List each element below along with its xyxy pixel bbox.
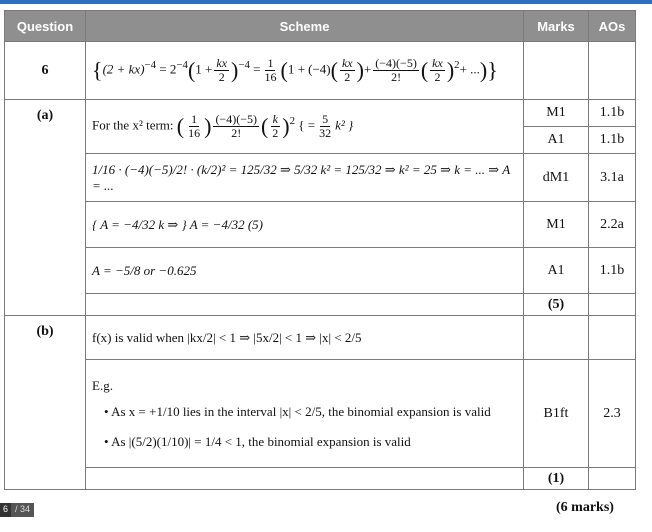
row-b-1 — [5, 316, 636, 360]
scheme-validity: f(x) is valid when |kx/2| < 1 ⇒ |5x/2| < 1 ⇒ |x| < 2/5 — [86, 316, 524, 360]
scheme-expansion: {$(2 + kx)^{-4} = 2^{-4}(1$ + $\frac{kx}{2}$ )$^{-4}$ = $\frac{1}{16}$ (1 + (−4)( $\frac{kx}{2}$ )+ $\frac{(-4)(-5)}{2!}$ ( $\frac{kx}{2}$ )$^2$+ ...)} — [86, 42, 524, 100]
ao-6: 2.3 — [589, 360, 636, 468]
header-question: Question — [5, 11, 86, 42]
aos-cell — [589, 42, 636, 100]
row-a-3 — [5, 154, 636, 202]
row-a-5 — [5, 248, 636, 294]
aos-empty-b — [589, 316, 636, 360]
row-a-total — [5, 294, 636, 316]
scheme-x2-term: For the x² term: ( $\frac{1}{16}$ ) $\frac{(-4)(-5)}{2!}$ ( $\frac{k}{2}$ )$^2$ { = $\frac{5}{32}$ k² } — [86, 100, 524, 154]
mark-scheme-table — [4, 10, 636, 490]
bullet-2: • As |(5/2)(1/10)| = 1/4 < 1, the binomial expansion is valid — [104, 433, 411, 449]
mark-dm1: dM1 — [524, 154, 589, 202]
mark-a1-b: A1 — [524, 248, 589, 294]
scheme-example — [86, 360, 524, 468]
total-pages: / 34 — [11, 503, 34, 517]
scheme-solve-k: 1/16 · (−4)(−5)/2! · (k/2)² = 125/32 ⇒ 5/32 k² = 125/32 ⇒ k² = 25 ⇒ k = ... ⇒ A = ... — [86, 154, 524, 202]
header-scheme: Scheme — [86, 11, 524, 42]
row-a-4 — [5, 202, 636, 248]
current-page: 6 — [0, 503, 11, 517]
ao-1: 1.1b — [589, 100, 636, 127]
mark-m1: M1 — [524, 100, 589, 127]
part-b-total: (1) — [524, 468, 589, 490]
ao-5: 1.1b — [589, 248, 636, 294]
header-aos: AOs — [589, 11, 636, 42]
grand-total: (6 marks) — [556, 500, 614, 515]
row-a-1 — [5, 100, 636, 127]
ao-3: 3.1a — [589, 154, 636, 202]
scheme-empty-b — [86, 468, 524, 490]
ao-2: 1.1b — [589, 127, 636, 154]
eg-label: E.g. — [92, 377, 113, 393]
row-b-total — [5, 468, 636, 490]
scheme-empty — [86, 294, 524, 316]
marks-cell — [524, 42, 589, 100]
mark-b1ft: B1ft — [524, 360, 589, 468]
row-question-6 — [5, 42, 636, 100]
part-a-total: (5) — [524, 294, 589, 316]
header-row — [5, 11, 636, 42]
header-marks: Marks — [524, 11, 589, 42]
aos-empty — [589, 294, 636, 316]
scheme-find-a: { A = −4/32 k ⇒ } A = −4/32 (5) — [86, 202, 524, 248]
mark-m1-b: M1 — [524, 202, 589, 248]
page-indicator[interactable] — [0, 503, 34, 517]
ao-4: 2.2a — [589, 202, 636, 248]
mark-a1: A1 — [524, 127, 589, 154]
marks-empty — [524, 316, 589, 360]
row-b-2 — [5, 360, 636, 468]
aos-empty-c — [589, 468, 636, 490]
bullet-1: • As x = +1/10 lies in the interval |x| < 2/5, the binomial expansion is valid — [104, 403, 491, 419]
viewer-top-bar — [0, 0, 652, 4]
question-number: 6 — [5, 42, 86, 100]
part-a-label: (a) — [5, 100, 86, 316]
scheme-a-value: A = −5/8 or −0.625 — [86, 248, 524, 294]
part-b-label: (b) — [5, 316, 86, 490]
